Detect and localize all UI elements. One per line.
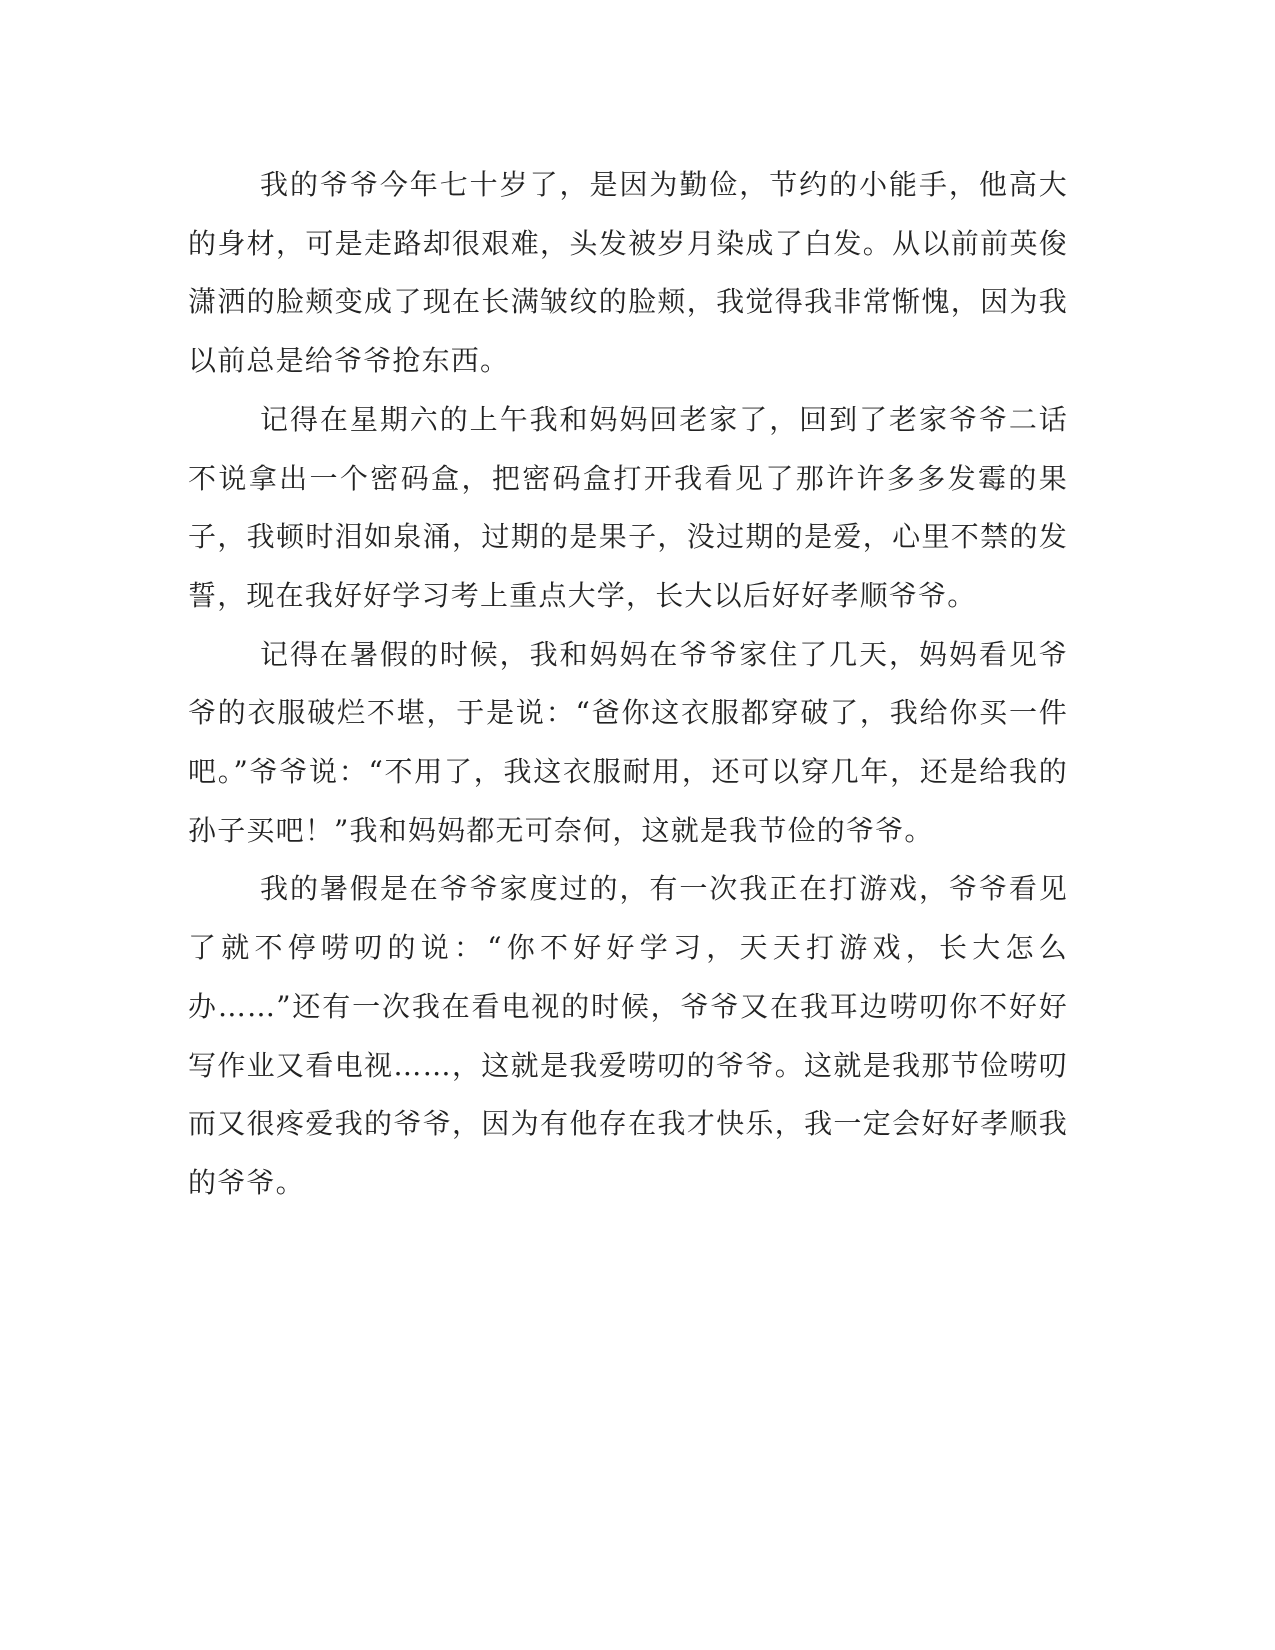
paragraph-3: 记得在暑假的时候，我和妈妈在爷爷家住了几天，妈妈看见爷爷的衣服破烂不堪，于是说：“爸你这衣服都穿破了，我给你买一件吧。”爷爷说：“不用了，我这衣服耐用，还可以穿几年，还是给我的孙子买吧！”我和妈妈都无可奈何，这就是我节俭的爷爷。 xyxy=(188,637,1068,847)
paragraph-4: 我的暑假是在爷爷家度过的，有一次我正在打游戏，爷爷看见了就不停唠叨的说：“你不好好学习，天天打游戏，长大怎么办……”还有一次我在看电视的时候，爷爷又在我耳边唠叨你不好好写作业又看电视……，这就是我爱唠叨的爷爷。这就是我那节俭唠叨而又很疼爱我的爷爷，因为有他存在我才快乐，我一定会好好孝顺我的爷爷。 xyxy=(188,872,1068,1199)
paragraph-1: 我的爷爷今年七十岁了，是因为勤俭，节约的小能手，他高大的身材，可是走路却很艰难，头发被岁月染成了白发。从以前前英俊潇洒的脸颊变成了现在长满皱纹的脸颊，我觉得我非常惭愧，因为我以前总是给爷爷抢东西。 xyxy=(188,168,1068,378)
essay-body xyxy=(188,156,1068,1213)
paragraph-2: 记得在星期六的上午我和妈妈回老家了，回到了老家爷爷二话不说拿出一个密码盒，把密码盒打开我看见了那许许多多发霉的果子，我顿时泪如泉涌，过期的是果子，没过期的是爱，心里不禁的发誓，现在我好好学习考上重点大学，长大以后好好孝顺爷爷。 xyxy=(188,402,1068,612)
